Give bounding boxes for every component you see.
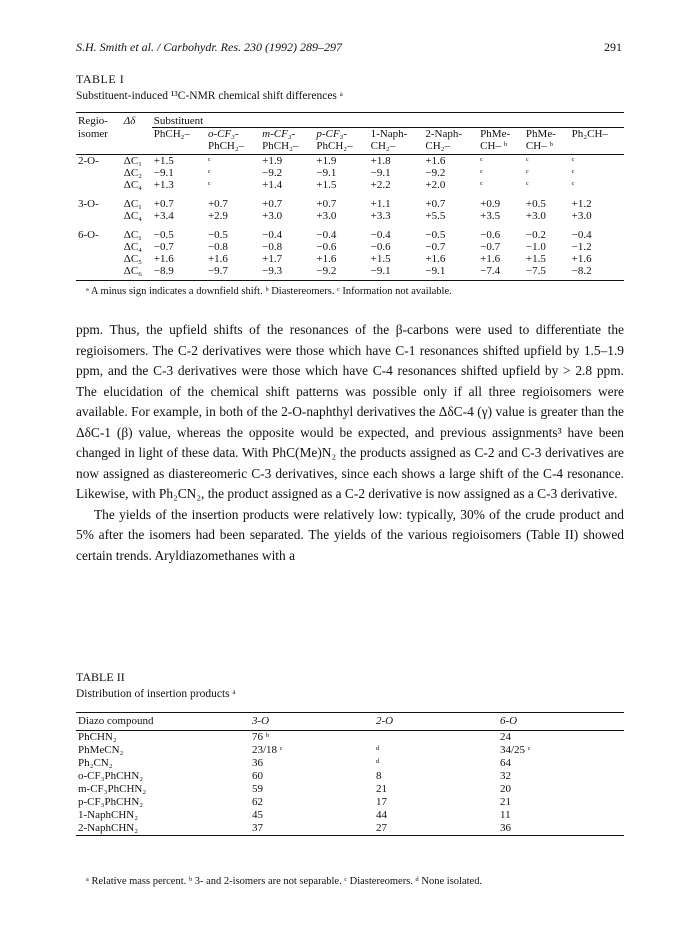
running-head-citation: S.H. Smith et al. / Carbohydr. Res. 230 (1992) 289–297 [76, 40, 342, 54]
table2-cell: 36 [252, 757, 263, 769]
table-row [76, 822, 624, 836]
table1-cell: −0.6 [370, 241, 391, 253]
table1-col-header: PhMe- [478, 128, 524, 141]
table2-cell: 64 [500, 757, 511, 769]
table1-col-header: CH₂– [369, 140, 424, 155]
table2-diazo-compound: PhMeCN₂ [78, 744, 124, 756]
table-row [76, 744, 624, 757]
table1-cell: +1.9 [262, 155, 283, 167]
table2-cell: 60 [252, 770, 263, 782]
table-row [76, 210, 624, 222]
table1-cell: +0.7 [207, 198, 228, 210]
table1-header-regio-2: isomer [78, 127, 108, 140]
table1-cell: +1.2 [571, 198, 592, 210]
table1-cell: +1.4 [262, 179, 283, 191]
table1-caption: TABLE I [76, 72, 125, 86]
table1-isomer [76, 179, 122, 191]
table2-cell [374, 731, 498, 745]
table2-diazo-compound: 1-NaphCHN₂ [78, 809, 139, 821]
table1-cell: +1.8 [370, 155, 391, 167]
table1-isomer: 3-O- [78, 198, 99, 210]
table1-cell: +1.6 [207, 253, 228, 265]
table1-cell: +1.5 [153, 155, 174, 167]
table1-cell: −0.2 [525, 229, 546, 241]
table1-cell: +2.0 [425, 179, 446, 191]
table1-cell: +5.5 [425, 210, 446, 222]
table1-cell: +0.5 [525, 198, 546, 210]
table2-diazo-compound: PhCHN₂ [78, 731, 117, 743]
table-row [76, 770, 624, 783]
table1 [76, 112, 624, 281]
table-row [76, 783, 624, 796]
table1-cell: +3.5 [480, 210, 501, 222]
table2-header-row [76, 713, 624, 731]
table2-footnote: ᵃ Relative mass percent. ᵇ 3- and 2-isomers are not separable. ᶜ Diastereomers. ᵈ None isolated. [86, 876, 483, 887]
table1-cell: +2.9 [207, 210, 228, 222]
table1-cell: −7.4 [478, 265, 524, 281]
table-row [76, 809, 624, 822]
table1-delta-label: ΔC₁ [123, 229, 142, 241]
table1-cell: +1.1 [370, 198, 391, 210]
table1-cell: −9.2 [425, 167, 446, 179]
table2-caption: TABLE II [76, 670, 125, 684]
table-row [76, 731, 624, 745]
table2-cell: 37 [250, 822, 374, 836]
table1-cell: ᶜ [525, 179, 529, 191]
table-row [76, 191, 624, 210]
table1-cell: −0.8 [262, 241, 283, 253]
table1-cell: ᶜ [207, 167, 211, 179]
table1-cell: −0.5 [207, 229, 228, 241]
table1-cell: −9.7 [206, 265, 260, 281]
table1-col-header: PhCH₂– [206, 140, 260, 155]
table2-cell: 27 [374, 822, 498, 836]
table2-cell: 36 [498, 822, 624, 836]
table1-cell: +3.4 [153, 210, 174, 222]
table1-cell: −9.1 [316, 167, 337, 179]
table1-cell: +3.0 [525, 210, 546, 222]
page-number: 291 [604, 40, 622, 54]
table1-col-header: PhCH₂– [260, 140, 314, 155]
paragraph: The yields of the insertion products were relatively low: typically, 30% of the crude product and 5% after the isomers had been separated. The yields of the various regioisomers (Table II) showed certain trends. Aryldiazomethanes with a [76, 506, 624, 563]
table2-cell: 62 [252, 796, 263, 808]
table1-isomer: 6-O- [78, 229, 99, 241]
table1-delta-label: ΔC₆ [122, 265, 152, 281]
table1-cell: −0.7 [153, 241, 174, 253]
table2 [76, 712, 624, 836]
table1-cell: +1.5 [316, 179, 337, 191]
table1-cell: −9.3 [260, 265, 314, 281]
table1-col-header: PhCH₂– [152, 128, 206, 141]
table1-cell: +1.6 [480, 253, 501, 265]
table1-cell: −0.4 [571, 229, 592, 241]
table1-cell: −0.5 [153, 229, 174, 241]
table-row [76, 265, 624, 281]
table1-cell: +3.0 [571, 210, 592, 222]
table2-cell: 59 [252, 783, 263, 795]
paragraph: ppm. Thus, the upfield shifts of the resonances of the β-carbons were used to differentiate the regioisomers. The C-2 derivatives were those which have C-1 resonances shifted upfield by 1.5–1.9 ppm, and the C-3 derivatives were those which have C-4 resonances shifted upfield by > 2.8 ppm. The elucidation of the chemical shift patterns was possible only if all three regioisomers were available. For example, in both of the 2-O-naphthyl derivatives the ΔδC-4 (γ) value is greater than the ΔδC-1 (β) value, whereas the opposite would be expected, and previous assignments³ have been changed in light of these data. With PhC(Me)N₂ the products assigned as C-2 and C-3 derivatives are now assigned as diastereomeric C-3 derivatives, since each shows a large shift of the C-4 resonance. Likewise, with Ph₂CN₂, the product assigned as a C-2 derivative is now assigned as a C-3 derivative. [76, 322, 624, 501]
table2-cell: 34/25 ᶜ [500, 744, 531, 756]
table1-cell: −8.9 [152, 265, 206, 281]
table2-header: 3-O [250, 713, 374, 731]
body-text [76, 320, 624, 566]
table1-cell: +0.7 [153, 198, 174, 210]
table2-cell: 20 [500, 783, 511, 795]
table1-cell: −8.2 [570, 265, 624, 281]
table1-delta-label: ΔC₁ [123, 155, 142, 167]
table1-cell: +1.9 [316, 155, 337, 167]
table1-delta-label: ΔC₂ [123, 167, 142, 179]
table2-cell: 44 [376, 809, 387, 821]
table1-col-header: PhMe- [524, 128, 570, 141]
table2-body [76, 731, 624, 836]
table1-col-header [152, 140, 206, 155]
table-row [76, 757, 624, 770]
table2-cell: 23/18 ᶜ [252, 744, 283, 756]
table1-isomer [76, 210, 122, 222]
table1-header-substituent: Substituent [152, 113, 624, 128]
table2-header: Diazo compound [76, 713, 250, 731]
table2-cell: ᵈ [376, 744, 380, 756]
table-row [76, 179, 624, 191]
table-row [76, 796, 624, 809]
table-row [76, 155, 624, 168]
table1-delta-label: ΔC₄ [123, 179, 142, 191]
table2-cell: 21 [376, 783, 387, 795]
table1-col-header: o-CF₃- [206, 128, 260, 141]
table-row [76, 253, 624, 265]
table1-cell: +2.2 [370, 179, 391, 191]
table1-delta-label: ΔC₄ [123, 241, 142, 253]
table1-isomer [76, 265, 122, 281]
table1-cell: +1.3 [153, 179, 174, 191]
table1-cell: −1.2 [571, 241, 592, 253]
table1-cell: +1.6 [571, 253, 592, 265]
table1-cell: +0.9 [480, 198, 501, 210]
table1-cell: +0.7 [316, 198, 337, 210]
table1-cell: −9.1 [153, 167, 174, 179]
table1-cell: −0.7 [480, 241, 501, 253]
table1-col-header: m-CF₃- [260, 128, 314, 141]
table1-col-header: CH– ᵇ [478, 140, 524, 155]
table2-cell: 45 [252, 809, 263, 821]
table1-cell: +0.7 [425, 198, 446, 210]
table1-col-header: CH– ᵇ [524, 140, 570, 155]
table1-body [76, 155, 624, 281]
table1-cell: ᶜ [571, 155, 575, 167]
table1-cell: +0.7 [262, 198, 283, 210]
table1-cell: −0.7 [425, 241, 446, 253]
table1-cell: ᶜ [525, 167, 529, 179]
table1-col-header [570, 140, 624, 155]
table1-cell: −0.4 [316, 229, 337, 241]
table2-cell: 11 [500, 809, 511, 821]
table2-header: 6-O [498, 713, 624, 731]
table1-cell: ᶜ [480, 179, 483, 191]
table1-cell: +3.0 [316, 210, 337, 222]
table1-cell: +1.6 [153, 253, 174, 265]
table1-cell: +1.7 [262, 253, 283, 265]
table2-cell: 8 [376, 770, 382, 782]
table1-cell: −7.5 [524, 265, 570, 281]
table1-col-header: p-CF₃- [314, 128, 368, 141]
table1-cell: −9.2 [314, 265, 368, 281]
table2-diazo-compound: 2-NaphCHN₂ [76, 822, 250, 836]
table1-cell: −0.8 [207, 241, 228, 253]
table1-cell: ᶜ [480, 167, 483, 179]
table1-isomer [76, 241, 122, 253]
table1-header-delta: Δδ [122, 113, 152, 128]
table-row [76, 167, 624, 179]
table1-col-header: CH₂– [423, 140, 478, 155]
table1-cell: +1.5 [525, 253, 546, 265]
table1-cell: −0.6 [480, 229, 501, 241]
table1-header-regio: Regio- [76, 113, 122, 128]
table1-header-row-1 [76, 113, 624, 128]
table2-diazo-compound: Ph₂CN₂ [78, 757, 113, 769]
table1-cell: −9.1 [369, 265, 424, 281]
table1-cell: ᶜ [571, 179, 575, 191]
table2-cell: 21 [500, 796, 511, 808]
table1-cell: −9.2 [262, 167, 283, 179]
table1-cell: −0.4 [262, 229, 283, 241]
table1-cell: +3.3 [370, 210, 391, 222]
table2-diazo-compound: p-CF₃PhCHN₂ [78, 796, 144, 808]
table1-cell: −1.0 [525, 241, 546, 253]
table-row [76, 222, 624, 241]
table1-cell: ᶜ [480, 155, 483, 167]
table1-cell: +1.6 [425, 253, 446, 265]
table1-cell: ᶜ [207, 155, 211, 167]
table1-cell: −0.6 [316, 241, 337, 253]
table1-isomer: 2-O- [78, 155, 99, 167]
table1-footnote: ᵃ A minus sign indicates a downfield shift. ᵇ Diastereomers. ᶜ Information not available. [86, 286, 452, 297]
table1-cell: +1.5 [370, 253, 391, 265]
table1-title: Substituent-induced ¹³C-NMR chemical shift differences ᵃ [76, 90, 343, 102]
table1-cell: −9.1 [370, 167, 391, 179]
table2-cell: 32 [500, 770, 511, 782]
table1-cell: +1.6 [425, 155, 446, 167]
table2-diazo-compound: m-CF₃PhCHN₂ [78, 783, 147, 795]
table2-cell: ᵈ [376, 757, 380, 769]
table1-cell: −0.5 [425, 229, 446, 241]
table1-cell: ᶜ [525, 155, 529, 167]
table2-diazo-compound: o-CF₃PhCHN₂ [78, 770, 144, 782]
table1-isomer [76, 167, 122, 179]
table1-header-row-3 [76, 140, 624, 155]
table1-cell: ᶜ [207, 179, 211, 191]
table1-delta-label: ΔC₅ [123, 253, 142, 265]
table1-col-header: Ph₂CH– [570, 128, 624, 141]
table2-title: Distribution of insertion products ᵃ [76, 688, 236, 700]
table1-delta-label: ΔC₁ [123, 198, 142, 210]
table1-col-header: PhCH₂– [314, 140, 368, 155]
table2-cell: 76 ᵇ [252, 731, 270, 743]
table1-col-header: 1-Naph- [369, 128, 424, 141]
table1-cell: +1.6 [316, 253, 337, 265]
table1-cell: −0.4 [370, 229, 391, 241]
table1-header-row-2 [76, 128, 624, 141]
running-head [76, 40, 622, 55]
table1-delta-label: ΔC₄ [123, 210, 142, 222]
table2-cell: 17 [376, 796, 387, 808]
table1-cell: +3.0 [262, 210, 283, 222]
table1-isomer [76, 253, 122, 265]
table1-cell: −9.1 [423, 265, 478, 281]
table2-header: 2-O [374, 713, 498, 731]
table1-cell: ᶜ [571, 167, 575, 179]
table-row [76, 241, 624, 253]
table2-cell: 24 [500, 731, 511, 743]
table1-col-header: 2-Naph- [423, 128, 478, 141]
